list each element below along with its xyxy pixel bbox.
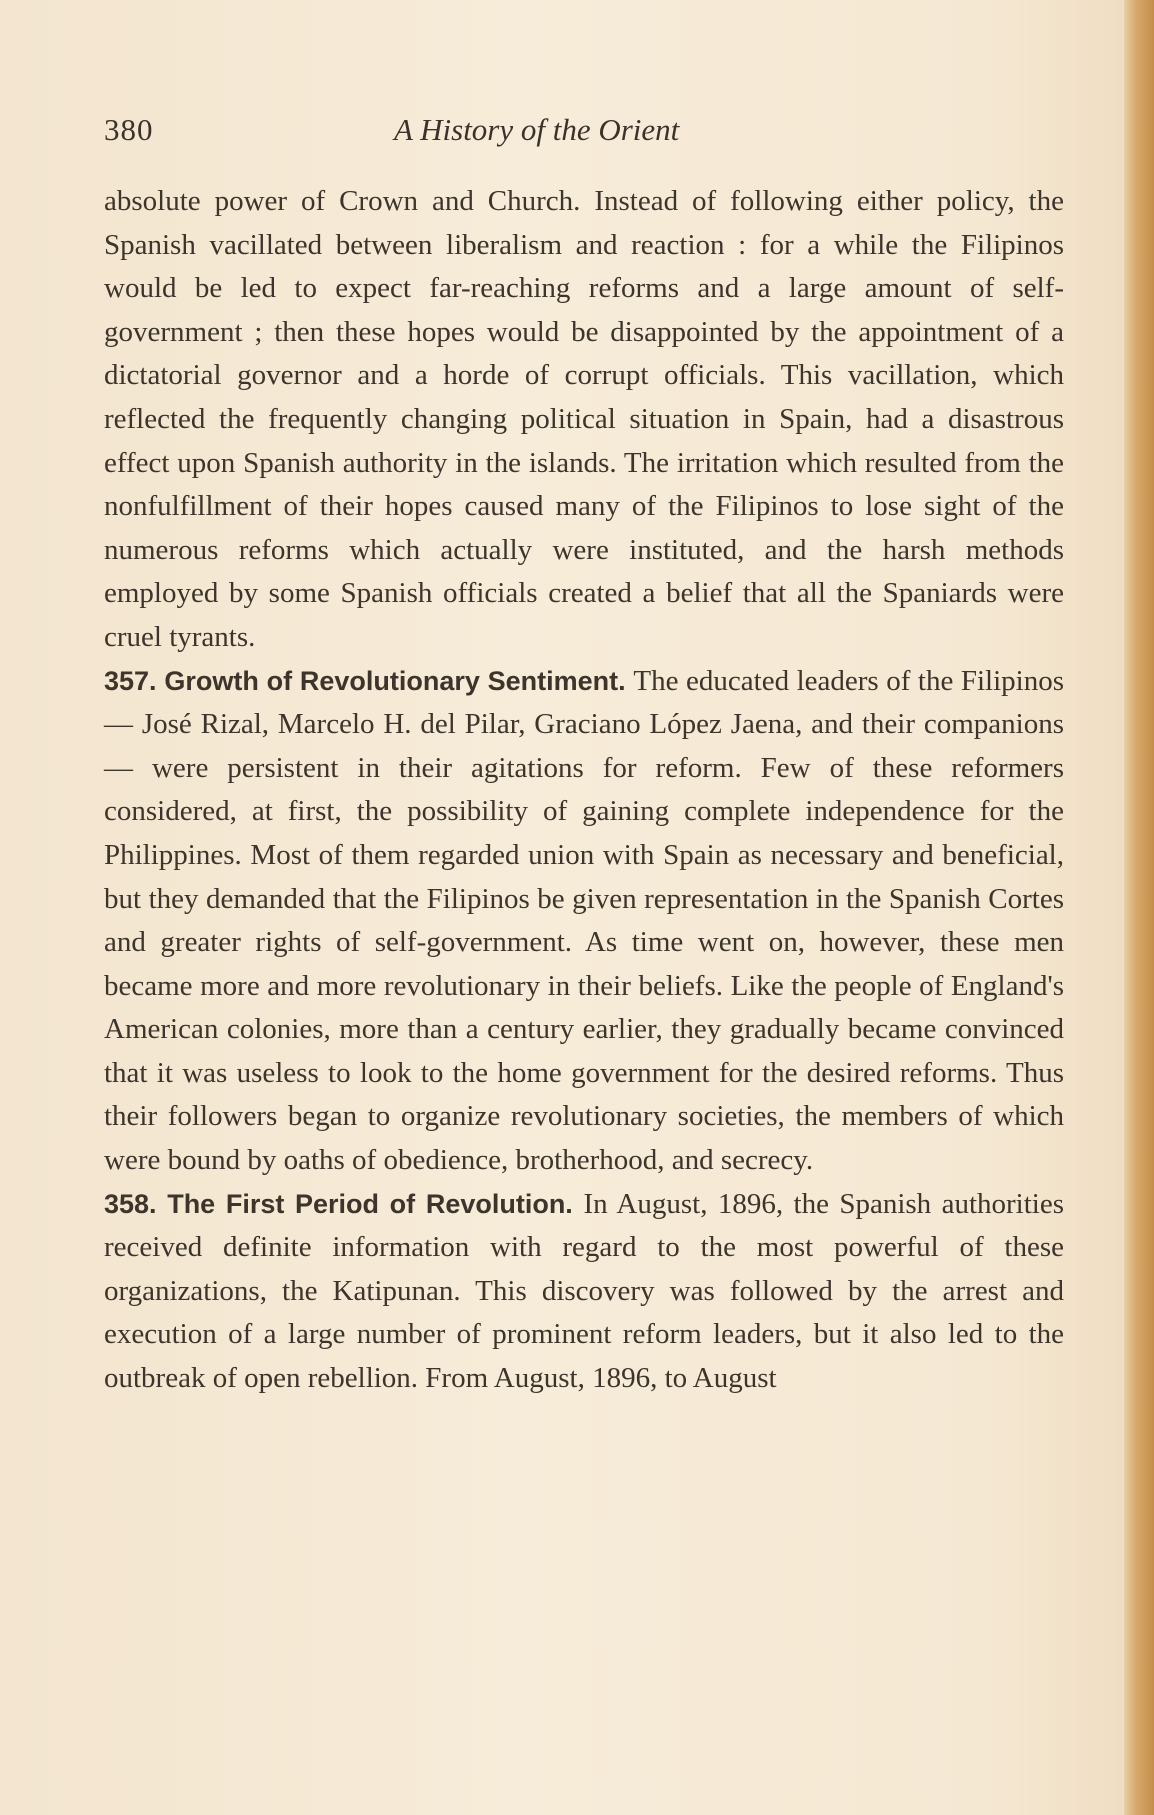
section-358	[104, 1183, 1064, 1401]
paragraph-text: In August, 1896, the Spanish authorities received definite information with regard to the most powerful of these organizations, the Katipunan. This discovery was followed by the arrest and execution of a large number of prominent reform leaders, but it also led to the outbreak of open rebellion. From August, 1896, to August	[104, 1187, 1064, 1395]
paragraph-text: absolute power of Crown and Church. Instead of following either policy, the Spanish vacillated between liberalism and reaction : for a while the Filipinos would be led to expect far-reaching reforms and a large amount of self-government ; then these hopes would be disappointed by the appointment of a dictatorial governor and a horde of corrupt officials. This vacillation, which reflected the frequently changing political situation in Spain, had a disastrous effect upon Spanish authority in the islands. The irritation which resulted from the nonfulfillment of their hopes caused many of the Filipinos to lose sight of the numerous reforms which actually were instituted, and the harsh methods employed by some Spanish officials created a belief that all the Spaniards were cruel tyrants.	[104, 185, 1064, 653]
section-357	[104, 660, 1064, 1183]
page-number: 380	[104, 112, 154, 147]
paragraph-continuation	[104, 180, 1064, 660]
body-text	[104, 180, 1064, 1401]
section-heading: 358. The First Period of Revolution.	[104, 1188, 584, 1219]
section-heading: 357. Growth of Revolutionary Sentiment.	[104, 665, 634, 696]
paragraph-text: The educated leaders of the Filipinos — José Rizal, Marcelo H. del Pilar, Graciano López Jaena, and their companions — were persistent in their agitations for reform. Few of these reformers considered, at first, the possibility of gaining complete independence for the Philippines. Most of them regarded union with Spain as necessary and beneficial, but they demanded that the Filipinos be given representation in the Spanish Cortes and greater rights of self-government. As time went on, however, these men became more and more revolutionary in their beliefs. Like the people of England's American colonies, more than a century earlier, they gradually became convinced that it was useless to look to the home government for the desired reforms. Thus their followers began to organize revolutionary societies, the members of which were bound by oaths of obedience, brotherhood, and secrecy.	[104, 664, 1064, 1177]
page-edge	[1124, 0, 1154, 1815]
running-title: A History of the Orient	[394, 112, 680, 147]
page-header	[104, 112, 1064, 160]
